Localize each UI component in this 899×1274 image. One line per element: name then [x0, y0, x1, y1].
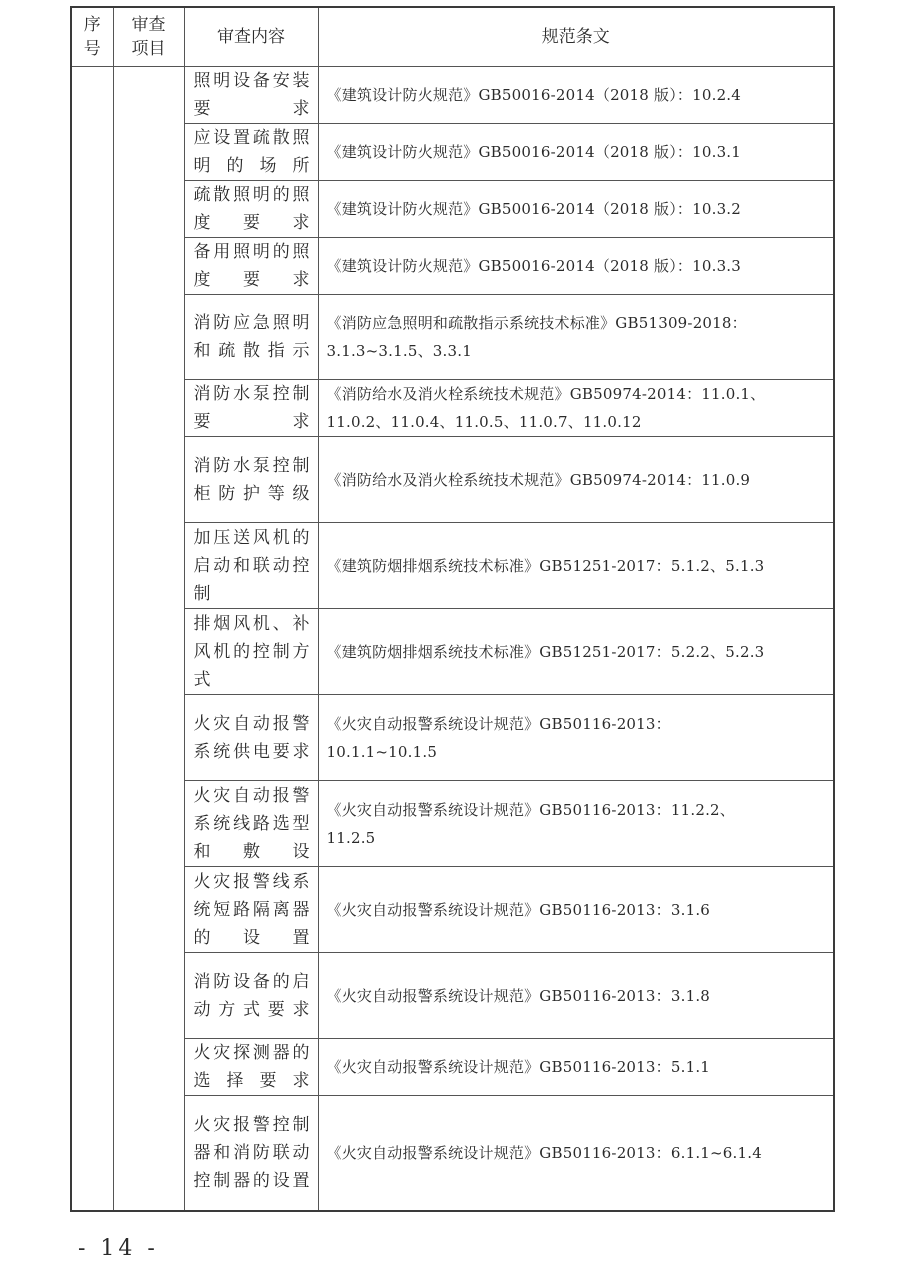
review-content-cell: 火灾探测器的选择要求 [184, 1039, 318, 1096]
review-content-cell: 火灾报警线系统短路隔离器的设置 [184, 867, 318, 953]
clause-cell: 《火灾自动报警系统设计规范》GB50116-2013： 10.1.1~10.1.5 [318, 695, 834, 781]
table-row [71, 1039, 834, 1096]
table-row [71, 953, 834, 1039]
table-row [71, 437, 834, 523]
review-content-cell: 照明设备安装要求 [184, 67, 318, 124]
table-row [71, 67, 834, 124]
review-content-cell: 消防应急照明和疏散指示 [184, 295, 318, 380]
page-number: - 14 - [78, 1236, 159, 1261]
table-row [71, 781, 834, 867]
review-content-cell: 火灾自动报警系统线路选型和敷设 [184, 781, 318, 867]
seq-cell [71, 67, 113, 1211]
clause-cell: 《建筑设计防火规范》GB50016-2014（2018 版）：10.3.1 [318, 124, 834, 181]
header-content: 审查内容 [184, 7, 318, 67]
clause-cell: 《火灾自动报警系统设计规范》GB50116-2013：3.1.6 [318, 867, 834, 953]
clause-cell: 《火灾自动报警系统设计规范》GB50116-2013：11.2.2、 11.2.5 [318, 781, 834, 867]
review-item-cell [113, 67, 184, 1211]
clause-cell: 《消防给水及消火栓系统技术规范》GB50974-2014：11.0.1、 11.0.2、11.0.4、11.0.5、11.0.7、11.0.12 [318, 380, 834, 437]
code-review-table [70, 6, 835, 1212]
table-row [71, 695, 834, 781]
review-content-cell: 火灾报警控制器和消防联动控制器的设置 [184, 1096, 318, 1211]
clause-cell: 《建筑设计防火规范》GB50016-2014（2018 版）：10.2.4 [318, 67, 834, 124]
clause-cell: 《建筑防烟排烟系统技术标准》GB51251-2017：5.2.2、5.2.3 [318, 609, 834, 695]
table-row [71, 238, 834, 295]
clause-cell: 《火灾自动报警系统设计规范》GB50116-2013：5.1.1 [318, 1039, 834, 1096]
table-row [71, 295, 834, 380]
table-row [71, 609, 834, 695]
clause-cell: 《火灾自动报警系统设计规范》GB50116-2013：6.1.1~6.1.4 [318, 1096, 834, 1211]
table-row [71, 867, 834, 953]
header-seq: 序 号 [71, 7, 113, 67]
table-row [71, 124, 834, 181]
clause-cell: 《建筑设计防火规范》GB50016-2014（2018 版）：10.3.3 [318, 238, 834, 295]
table-header-row [71, 7, 834, 67]
review-content-cell: 疏散照明的照度要求 [184, 181, 318, 238]
header-item: 审查 项目 [113, 7, 184, 67]
clause-cell: 《火灾自动报警系统设计规范》GB50116-2013：3.1.8 [318, 953, 834, 1039]
review-content-cell: 加压送风机的启动和联动控制 [184, 523, 318, 609]
review-content-cell: 火灾自动报警系统供电要求 [184, 695, 318, 781]
table-row [71, 523, 834, 609]
clause-cell: 《建筑设计防火规范》GB50016-2014（2018 版）：10.3.2 [318, 181, 834, 238]
table-row [71, 380, 834, 437]
header-clause: 规范条文 [318, 7, 834, 67]
review-content-cell: 应设置疏散照明的场所 [184, 124, 318, 181]
clause-cell: 《消防应急照明和疏散指示系统技术标准》GB51309-2018： 3.1.3~3.1.5、3.3.1 [318, 295, 834, 380]
review-content-cell: 消防水泵控制要求 [184, 380, 318, 437]
review-content-cell: 消防设备的启动方式要求 [184, 953, 318, 1039]
clause-cell: 《建筑防烟排烟系统技术标准》GB51251-2017：5.1.2、5.1.3 [318, 523, 834, 609]
review-content-cell: 消防水泵控制柜防护等级 [184, 437, 318, 523]
table-row [71, 181, 834, 238]
clause-cell: 《消防给水及消火栓系统技术规范》GB50974-2014：11.0.9 [318, 437, 834, 523]
review-content-cell: 排烟风机、补风机的控制方式 [184, 609, 318, 695]
table-row [71, 1096, 834, 1211]
review-content-cell: 备用照明的照度要求 [184, 238, 318, 295]
